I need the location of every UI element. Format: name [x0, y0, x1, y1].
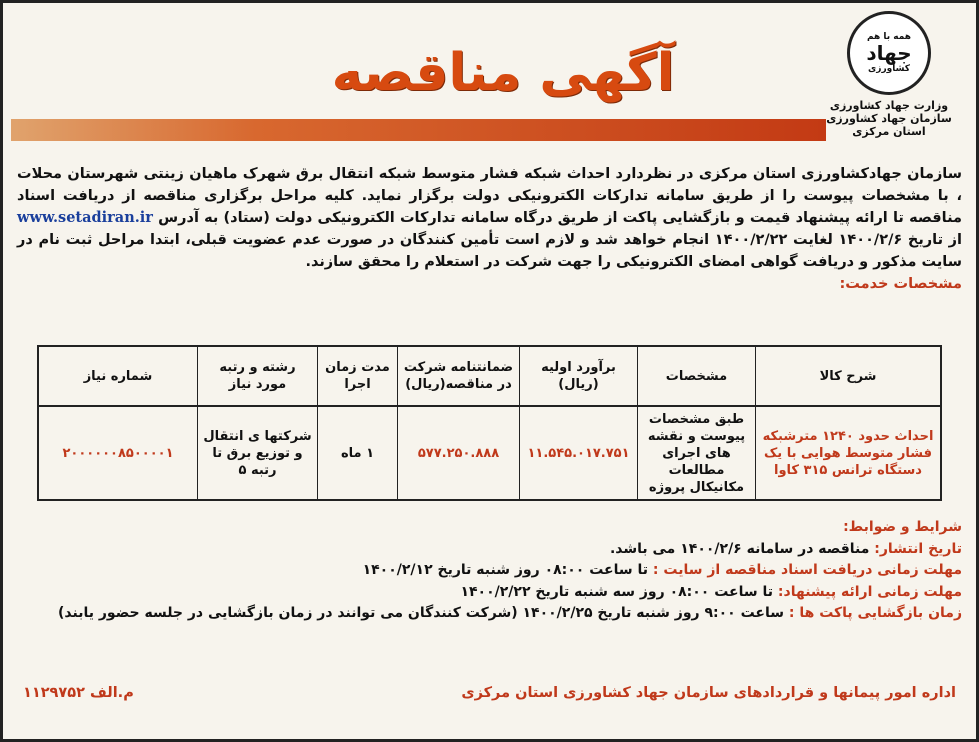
condition-item [17, 582, 962, 604]
condition-text: تا ساعت ۰۸:۰۰ روز شنبه تاریخ ۱۴۰۰/۲/۱۲ [362, 562, 649, 578]
footer [23, 685, 956, 701]
condition-text: تا ساعت ۰۸:۰۰ روز سه شنبه تاریخ ۱۴۰۰/۲/۲۲ [460, 583, 774, 600]
website-link[interactable]: www.setadiran.ir [17, 209, 153, 226]
intro-paragraph [17, 163, 962, 295]
condition-label: مهلت زمانی دریافت اسناد مناقصه از سایت : [652, 562, 962, 578]
logo-sub-text: کشاورزی [868, 64, 910, 74]
table-cell-guarantee: ۵۷۷.۲۵۰.۸۸۸ [397, 407, 519, 499]
intro-text-1: سازمان جهادکشاورزی استان مرکزی در نظردارد احداث شبکه فشار متوسط شبکه انتقال برق شهرک ماهیان زینتی شهرستان محلات ، با مشخصات پیوست را از طریق سامانه تدارکات الکترونیکی دولت برگزار نماید. کلیه مراحل برگزاری مناقصه از دریافت اسناد مناقصه تا ارائه پیشنهاد قیمت و بازگشایی پاکت از طریق درگاه سامانه تدارکات الکترونیکی دولت (ستاد) به آدرس [17, 166, 962, 226]
table-cell-duration: ۱ ماه [317, 407, 397, 499]
table-header-cell: شماره نیاز [39, 347, 197, 407]
logo-tagline: همه با هم [866, 32, 912, 42]
condition-label: تاریخ انتشار: [874, 540, 962, 557]
table-header-cell: برآورد اولیه (ریال) [519, 347, 637, 407]
table-cell-description: احداث حدود ۱۲۴۰ مترشبکه فشار متوسط هوایی با یک دستگاه ترانس ۳۱۵ کاوا [755, 407, 940, 499]
conditions-heading: شرایط و ضوابط: [843, 519, 962, 535]
condition-item [17, 603, 962, 625]
ministry-line: استان مرکزی [852, 125, 926, 138]
ad-code: م.الف ۱۱۲۹۷۵۲ [23, 685, 134, 701]
table-header-cell: رشته و رتبه مورد نیاز [197, 347, 317, 407]
specs-table [37, 345, 942, 501]
table-cell-estimate: ۱۱.۵۴۵.۰۱۷.۷۵۱ [519, 407, 637, 499]
red-banner [11, 119, 826, 141]
table-cell-need-number: ۲۰۰۰۰۰۰۸۵۰۰۰۰۱ [62, 445, 174, 461]
ministry-name [814, 99, 964, 138]
service-specs-heading: مشخصات خدمت: [839, 276, 962, 292]
condition-item [17, 539, 962, 561]
condition-item [17, 560, 962, 582]
table-header-cell: ضمانتنامه شرکت در مناقصه(ریال) [397, 347, 519, 407]
table-cell-field-grade: شرکتها ی انتقال و توزیع برق تا رتبه ۵ [197, 407, 317, 499]
header [3, 3, 976, 153]
condition-text: مناقصه در سامانه ۱۴۰۰/۲/۶ می باشد. [609, 540, 870, 557]
condition-label: زمان بازگشایی پاکت ها : [788, 605, 962, 621]
intro-text-2: از تاریخ ۱۴۰۰/۲/۶ لغایت ۱۴۰۰/۲/۲۲ انجام خواهد شد و لازم است تأمین کنندگان در صورت عدم عضویت قبلی، ابتدا مراحل ثبت نام در سایت مذکور و دریافت گواهی امضای الکترونیکی را جهت شرکت در استعلام را محقق سازند. [17, 232, 962, 270]
ministry-line: سازمان جهاد کشاورزی [826, 112, 952, 125]
conditions-section [17, 517, 962, 625]
table-header-cell: مدت زمان اجرا [317, 347, 397, 407]
logo-main-text: جهاد [866, 41, 912, 65]
condition-label: مهلت زمانی ارائه پیشنهاد: [777, 583, 962, 600]
table-header-cell: مشخصات [637, 347, 755, 407]
logo-block [814, 11, 964, 151]
jahad-logo [847, 11, 931, 95]
page-title: آگهی مناقصه [331, 43, 675, 103]
office-name: اداره امور پیمانها و قراردادهای سازمان جهاد کشاورزی استان مرکزی [461, 685, 956, 701]
ministry-line: وزارت جهاد کشاورزی [829, 99, 949, 112]
condition-text: ساعت ۹:۰۰ روز شنبه تاریخ ۱۴۰۰/۲/۲۵ (شرکت کنندگان می توانند در زمان بازگشایی در جلسه حضور یابند) [58, 605, 785, 621]
table-header-cell: شرح کالا [755, 347, 940, 407]
table-cell-specs: طبق مشخصات پیوست و نقشه های اجرای مطالعات مکانیکال پروژه [637, 407, 755, 499]
